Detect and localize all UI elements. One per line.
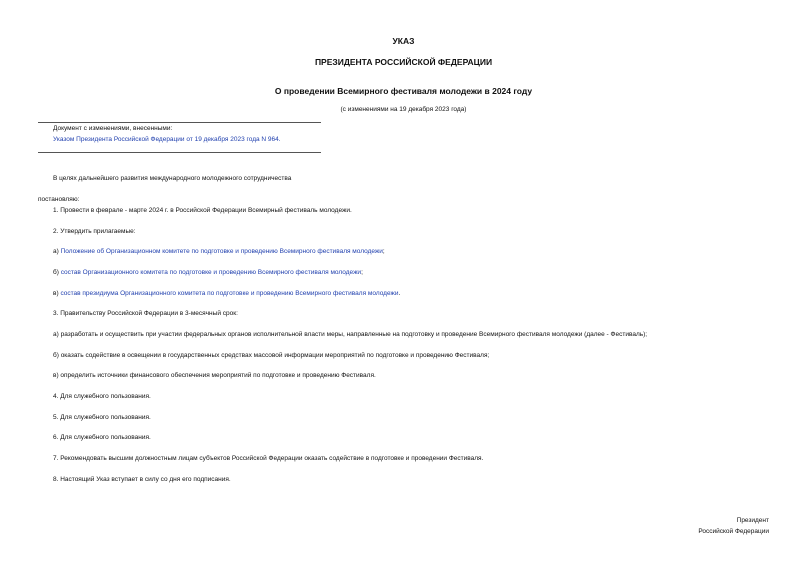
amendments-caption: Документ с изменениями, внесенными: [53,125,173,132]
item-4-paragraph: 4. Для служебного пользования. [53,393,151,400]
edition-note: (с изменениями на 19 декабря 2023 года) [340,106,467,113]
item-2b-prefix: б) [53,269,61,276]
item-2b-link[interactable]: состав Организационного комитета по подготовке и проведению Всемирного фестиваля молодежи [60,269,362,276]
item-2a-link[interactable]: Положение об Организационном комитете по подготовке и проведению Всемирного фестиваля молодежи [60,248,383,255]
item-3b-paragraph: б) оказать содействие в освещении в государственных средствах массовой информации мероприятий по подготовке и проведению Фестиваля; [53,352,490,359]
item-2a-prefix: а) [53,248,61,255]
item-6-paragraph: 6. Для служебного пользования. [53,434,151,441]
signature-country: Российской Федерации [698,528,769,535]
item-2c-paragraph [53,290,400,297]
item-5-paragraph: 5. Для служебного пользования. [53,414,151,421]
item-2c-link[interactable]: состав президиума Организационного комитета по подготовке и проведению Всемирного фестиваля молодежи [60,290,399,297]
item-2-paragraph: 2. Утвердить прилагаемые: [53,228,136,235]
signature-title: Президент [736,517,769,524]
item-2c-suffix: . [398,290,401,297]
document-subtitle: ПРЕЗИДЕНТА РОССИЙСКОЙ ФЕДЕРАЦИИ [314,57,493,67]
amendments-link[interactable]: Указом Президента Российской Федерации от 19 декабря 2023 года N 964. [53,136,281,143]
item-3c-paragraph: в) определить источники финансового обеспечения мероприятий по подготовке и проведению Фестиваля. [53,372,376,379]
item-1-paragraph: 1. Провести в феврале - марте 2024 г. в Российской Федерации Всемирный фестиваль молодежи. [53,207,352,214]
item-2b-paragraph [53,269,363,276]
amendments-top-divider [38,122,321,123]
document-name: О проведении Всемирного фестиваля молодежи в 2024 году [274,86,533,96]
item-2a-paragraph [53,248,385,255]
preamble-paragraph: В целях дальнейшего развития международного молодежного сотрудничества [53,175,292,182]
item-8-paragraph: 8. Настоящий Указ вступает в силу со дня его подписания. [53,476,231,483]
item-2b-suffix: ; [361,269,363,276]
item-2c-prefix: в) [53,290,61,297]
item-3a-paragraph: а) разработать и осуществить при участии федеральных органов исполнительной власти меры, направленные на подготовку и проведение Всемирного фестиваля молодежи (далее - Фестиваль); [53,331,648,338]
decree-word: постановляю: [38,196,80,203]
item-2a-suffix: ; [382,248,385,255]
document-title: УКАЗ [392,36,415,46]
item-3-paragraph: 3. Правительству Российской Федерации в 3-месячный срок: [53,310,238,317]
item-7-paragraph: 7. Рекомендовать высшим должностным лицам субъектов Российской Федерации оказать содействие в подготовке и проведении Фестиваля. [53,455,484,462]
amendments-bottom-divider [38,152,321,153]
